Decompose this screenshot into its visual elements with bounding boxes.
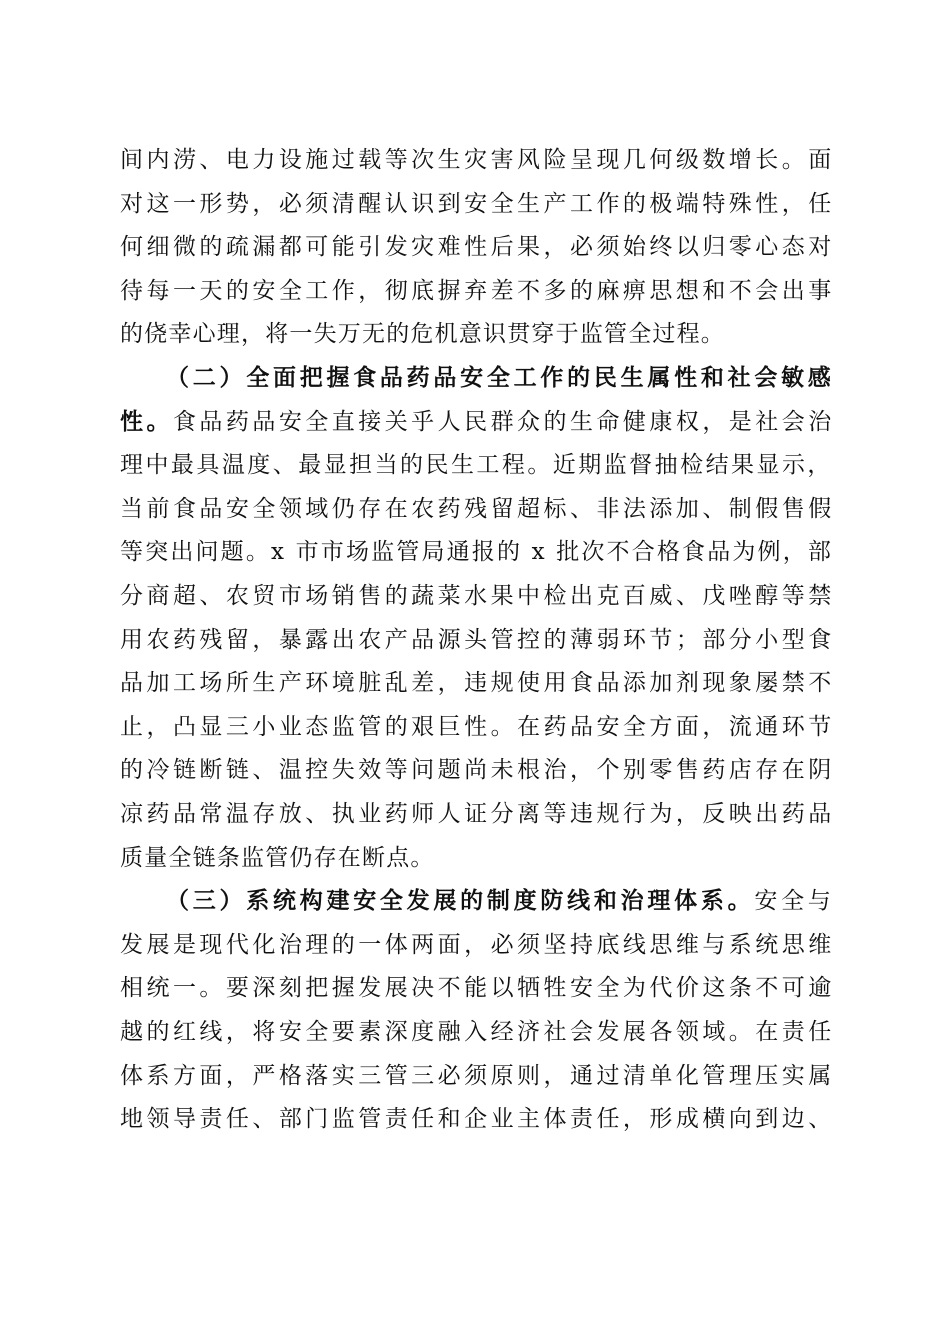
line-text: 分商超、农贸市场销售的蔬菜水果中检出克百威、戊唑醇等禁 xyxy=(120,583,835,609)
line-text: 等突出问题。x 市市场监管局通报的 x 批次不合格食品为例，部 xyxy=(120,539,834,566)
text-line xyxy=(166,881,835,921)
text-line xyxy=(166,358,835,398)
bold-heading-text: 性。 xyxy=(120,407,173,435)
line-text: 凉药品常温存放、执业药师人证分离等违规行为，反映出药品 xyxy=(120,801,835,827)
line-text: 用农药残留，暴露出农产品源头管控的薄弱环节；部分小型食 xyxy=(120,626,835,653)
line-text: 食品药品安全直接关乎人民群众的生命健康权，是社会治 xyxy=(172,408,835,435)
line-text: 质量全链条监管仍存在断点。 xyxy=(120,844,435,871)
text-line xyxy=(120,489,835,529)
text-line xyxy=(120,184,835,224)
bold-heading-text: （二）全面把握食品药品安全工作的民生属性和社会敏感 xyxy=(166,364,835,391)
text-line xyxy=(120,838,435,878)
text-line xyxy=(120,968,835,1008)
line-text: 待每一天的安全工作，彻底摒弃差不多的麻痹思想和不会出事 xyxy=(120,277,835,304)
line-text: 的侥幸心理，将一失万无的危机意识贯穿于监管全过程。 xyxy=(120,321,725,348)
text-line xyxy=(120,576,835,616)
text-line xyxy=(120,227,835,267)
text-line xyxy=(120,1099,835,1139)
line-text: 安全与 xyxy=(754,888,835,915)
line-text: 理中最具温度、最显担当的民生工程。近期监督抽检结果显示， xyxy=(120,452,833,479)
line-text: 的冷链断链、温控失效等问题尚未根治，个别零售药店存在阴 xyxy=(120,757,835,784)
text-line xyxy=(120,402,835,442)
line-text: 体系方面，严格落实三管三必须原则，通过清单化管理压实属 xyxy=(120,1062,835,1089)
text-line xyxy=(120,794,835,834)
text-line xyxy=(120,445,833,485)
line-text: 当前食品安全领域仍存在农药残留超标、非法添加、制假售假 xyxy=(120,495,835,522)
text-line xyxy=(120,140,835,180)
text-line xyxy=(120,271,835,311)
line-text: 相统一。要深刻把握发展决不能以牺牲安全为代价这条不可逾 xyxy=(120,975,835,1002)
text-line xyxy=(120,314,725,354)
line-text: 对这一形势，必须清醒认识到安全生产工作的极端特殊性，任 xyxy=(120,190,835,217)
line-text: 地领导责任、部门监管责任和企业主体责任，形成横向到边、 xyxy=(120,1106,835,1133)
text-line xyxy=(120,1056,835,1096)
text-line xyxy=(120,925,835,965)
text-line xyxy=(120,663,835,703)
text-line xyxy=(120,1012,835,1052)
line-text: 发展是现代化治理的一体两面，必须坚持底线思维与系统思维 xyxy=(120,931,835,958)
text-line xyxy=(120,620,835,660)
line-text: 何细微的疏漏都可能引发灾难性后果，必须始终以归零心态对 xyxy=(120,234,835,261)
text-line xyxy=(120,750,835,790)
bold-heading-text: （三）系统构建安全发展的制度防线和治理体系。 xyxy=(166,887,755,915)
text-line xyxy=(120,532,833,572)
line-text: 间内涝、电力设施过载等次生灾害风险呈现几何级数增长。面 xyxy=(120,147,835,173)
line-text: 止，凸显三小业态监管的艰巨性。在药品安全方面，流通环节 xyxy=(120,713,835,740)
line-text: 越的红线，将安全要素深度融入经济社会发展各领域。在责任 xyxy=(120,1019,835,1045)
line-text: 品加工场所生产环境脏乱差，违规使用食品添加剂现象屡禁不 xyxy=(120,670,835,697)
text-line xyxy=(120,707,835,747)
